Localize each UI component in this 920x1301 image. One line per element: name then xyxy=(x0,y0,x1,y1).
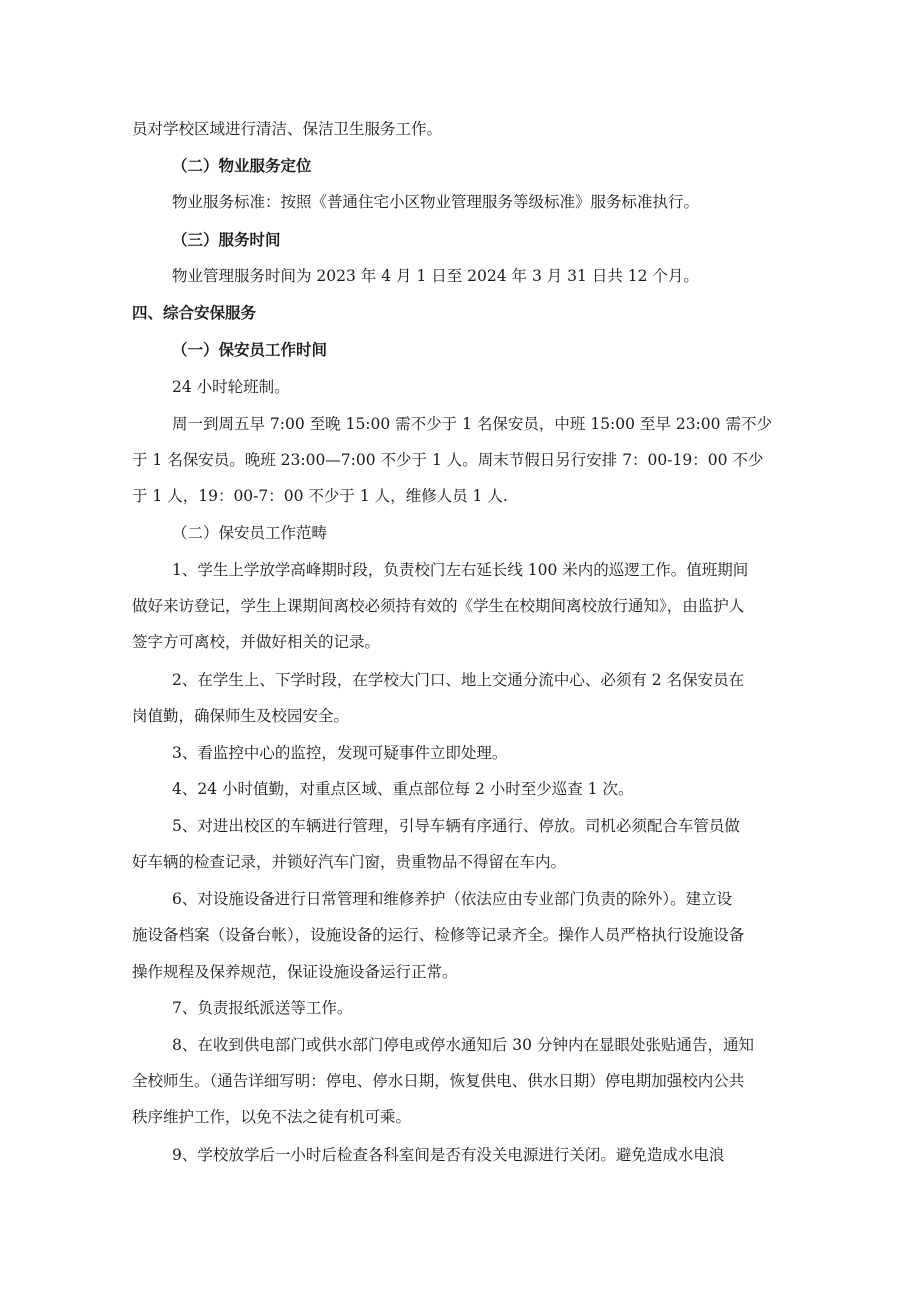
body-text-line: 好车辆的检查记录，并锁好汽车门窗，贵重物品不得留在车内。 xyxy=(132,853,567,871)
body-text-line: 6、对设施设备进行日常管理和维修养护（依法应由专业部门负责的除外）。建立设 xyxy=(172,890,733,908)
body-text-line: 24 小时轮班制。 xyxy=(172,378,290,396)
body-text-line: 周一到周五早 7:00 至晚 15:00 需不少于 1 名保安员，中班 15:00 至早 23:00 需不少 xyxy=(172,415,772,433)
subsection-heading: （三）服务时间 xyxy=(172,231,281,249)
body-text-line: 2、在学生上、下学时段，在学校大门口、地上交通分流中心、必须有 2 名保安员在 xyxy=(172,671,745,689)
subsection-heading: （二）物业服务定位 xyxy=(172,157,312,175)
body-text-line: 于 1 名保安员。晚班 23:00—7:00 不少于 1 人。周末节假日另行安排 7：00-19：00 不少 xyxy=(132,451,764,469)
body-text-line: 3、看监控中心的监控，发现可疑事件立即处理。 xyxy=(172,744,508,762)
body-text-line: 物业服务标准：按照《普通住宅小区物业管理服务等级标准》服务标准执行。 xyxy=(172,193,700,211)
body-text-line: 岗值勤，确保师生及校园安全。 xyxy=(132,707,350,725)
body-text-line: 于 1 人，19：00-7：00 不少于 1 人，维修人员 1 人. xyxy=(132,487,508,505)
body-text-line: 7、负责报纸派送等工作。 xyxy=(172,999,353,1017)
subsection-heading: （二）保安员工作范畴 xyxy=(172,524,328,542)
body-text-line: 做好来访登记，学生上课期间离校必须持有效的《学生在校期间离校放行通知》，由监护人 xyxy=(132,597,745,615)
body-text-line: 操作规程及保养规范，保证设施设备运行正常。 xyxy=(132,963,458,981)
body-text-line: 5、对进出校区的车辆进行管理，引导车辆有序通行、停放。司机必须配合车管员做 xyxy=(172,817,740,835)
subsection-heading: （一）保安员工作时间 xyxy=(172,341,328,359)
body-text-line: 员对学校区域进行清洁、保洁卫生服务工作。 xyxy=(132,120,443,138)
body-text-line: 物业管理服务时间为 2023 年 4 月 1 日至 2024 年 3 月 31 日共 12 个月。 xyxy=(172,267,699,285)
body-text-line: 签字方可离校，并做好相关的记录。 xyxy=(132,633,381,651)
body-text-line: 8、在收到供电部门或供水部门停电或停水通知后 30 分钟内在显眼处张贴通告，通知 xyxy=(172,1036,754,1054)
body-text-line: 9、学校放学后一小时后检查各科室间是否有没关电源进行关闭。避免造成水电浪 xyxy=(172,1146,725,1164)
section-heading: 四、综合安保服务 xyxy=(132,304,257,322)
body-text-line: 4、24 小时值勤，对重点区域、重点部位每 2 小时至少巡查 1 次。 xyxy=(172,780,634,798)
body-text-line: 1、学生上学放学高峰期时段，负责校门左右延长线 100 米内的巡逻工作。值班期间 xyxy=(172,561,749,579)
body-text-line: 施设备档案（设备台帐），设施设备的运行、检修等记录齐全。操作人员严格执行设施设备 xyxy=(132,926,745,944)
body-text-line: 全校师生。（通告详细写明：停电、停水日期，恢复供电、供水日期）停电期加强校内公共 xyxy=(132,1072,745,1090)
body-text-line: 秩序维护工作，以免不法之徒有机可乘。 xyxy=(132,1108,412,1126)
